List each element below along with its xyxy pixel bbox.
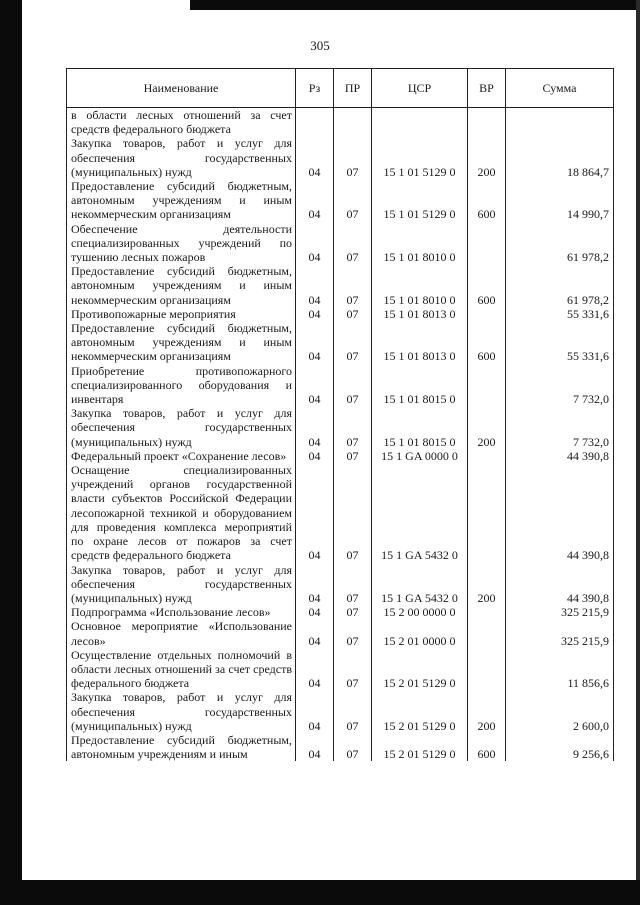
cell-vr: 200 [468,136,506,179]
cell-rz: 04 [296,690,334,733]
cell-sum: 18 864,7 [506,136,614,179]
cell-sum: 7 732,0 [506,406,614,449]
cell-csr: 15 2 01 0000 0 [372,619,468,647]
cell-name: Обеспечение деятельности специализированных учреждений по тушению лесных пожаров [67,222,296,265]
table-row [67,307,614,321]
cell-csr: 15 1 GA 5432 0 [372,563,468,606]
cell-rz: 04 [296,563,334,606]
cell-csr: 15 1 01 8013 0 [372,321,468,364]
cell-pr: 07 [334,463,372,562]
cell-vr: 600 [468,264,506,307]
cell-csr: 15 2 01 5129 0 [372,648,468,691]
cell-name: Закупка товаров, работ и услуг для обеспечения государственных (муниципальных) нужд [67,406,296,449]
cell-pr: 07 [334,690,372,733]
table-row [67,463,614,562]
scan-border-right [636,0,640,905]
cell-vr: 600 [468,179,506,222]
table-row [67,364,614,407]
table-row [67,733,614,761]
table-row [67,605,614,619]
cell-pr: 07 [334,733,372,761]
cell-csr: 15 2 00 0000 0 [372,605,468,619]
cell-pr: 07 [334,563,372,606]
cell-vr [468,605,506,619]
cell-rz: 04 [296,605,334,619]
cell-name: Закупка товаров, работ и услуг для обеспечения государственных (муниципальных) нужд [67,136,296,179]
cell-name: Предоставление субсидий бюджетным, автономным учреждениям и иным некоммерческим организациям [67,321,296,364]
cell-csr: 15 1 01 8010 0 [372,222,468,265]
cell-pr: 07 [334,406,372,449]
cell-name: Закупка товаров, работ и услуг для обеспечения государственных (муниципальных) нужд [67,690,296,733]
table-row [67,406,614,449]
cell-rz: 04 [296,136,334,179]
cell-rz: 04 [296,406,334,449]
cell-sum: 325 215,9 [506,619,614,647]
cell-sum [506,108,614,137]
cell-rz: 04 [296,619,334,647]
cell-vr [468,108,506,137]
table-header-row [67,69,614,108]
cell-vr [468,648,506,691]
cell-pr: 07 [334,364,372,407]
cell-csr: 15 1 GA 5432 0 [372,463,468,562]
cell-vr: 200 [468,563,506,606]
header-pr: ПР [334,69,372,108]
cell-rz [296,108,334,137]
cell-pr: 07 [334,619,372,647]
table-row [67,619,614,647]
cell-name: Осуществление отдельных полномочий в области лесных отношений за счет средств федерального бюджета [67,648,296,691]
table-row [67,108,614,137]
cell-csr: 15 1 01 8010 0 [372,264,468,307]
cell-csr: 15 1 01 8013 0 [372,307,468,321]
cell-rz: 04 [296,321,334,364]
header-csr: ЦСР [372,69,468,108]
budget-table-container [66,68,613,761]
cell-csr: 15 2 01 5129 0 [372,690,468,733]
table-row [67,648,614,691]
table-row [67,264,614,307]
table-row [67,563,614,606]
header-vr: ВР [468,69,506,108]
cell-rz: 04 [296,222,334,265]
table-row [67,321,614,364]
cell-vr [468,463,506,562]
scan-border-left [0,0,22,905]
cell-sum: 9 256,6 [506,733,614,761]
cell-pr: 07 [334,179,372,222]
cell-rz: 04 [296,264,334,307]
cell-name: Подпрограмма «Использование лесов» [67,605,296,619]
cell-sum: 325 215,9 [506,605,614,619]
table-row [67,136,614,179]
cell-name: Предоставление субсидий бюджетным, автономным учреждениям и иным [67,733,296,761]
cell-sum: 11 856,6 [506,648,614,691]
cell-sum: 55 331,6 [506,307,614,321]
table-row [67,179,614,222]
cell-csr: 15 1 01 5129 0 [372,179,468,222]
cell-pr: 07 [334,449,372,463]
cell-name: Закупка товаров, работ и услуг для обеспечения государственных (муниципальных) нужд [67,563,296,606]
cell-pr: 07 [334,605,372,619]
cell-sum: 61 978,2 [506,264,614,307]
cell-name: Федеральный проект «Сохранение лесов» [67,449,296,463]
cell-sum: 44 390,8 [506,563,614,606]
cell-rz: 04 [296,733,334,761]
cell-sum: 2 600,0 [506,690,614,733]
page-number: 305 [310,38,330,53]
cell-rz: 04 [296,463,334,562]
cell-vr [468,222,506,265]
table-row [67,449,614,463]
header-sum: Сумма [506,69,614,108]
cell-csr: 15 2 01 5129 0 [372,733,468,761]
cell-pr [334,108,372,137]
cell-rz: 04 [296,179,334,222]
cell-csr: 15 1 01 8015 0 [372,364,468,407]
cell-pr: 07 [334,264,372,307]
cell-sum: 44 390,8 [506,463,614,562]
budget-table [66,68,614,761]
cell-sum: 7 732,0 [506,364,614,407]
cell-vr: 600 [468,733,506,761]
cell-pr: 07 [334,648,372,691]
table-row [67,222,614,265]
cell-vr: 200 [468,406,506,449]
cell-sum: 44 390,8 [506,449,614,463]
cell-csr [372,108,468,137]
cell-rz: 04 [296,364,334,407]
cell-pr: 07 [334,222,372,265]
cell-name: в области лесных отношений за счет средств федерального бюджета [67,108,296,137]
cell-csr: 15 1 01 8015 0 [372,406,468,449]
header-name: Наименование [67,69,296,108]
cell-pr: 07 [334,321,372,364]
cell-csr: 15 1 GA 0000 0 [372,449,468,463]
cell-name: Приобретение противопожарного специализированного оборудования и инвентаря [67,364,296,407]
cell-rz: 04 [296,449,334,463]
cell-vr [468,307,506,321]
cell-name: Предоставление субсидий бюджетным, автономным учреждениям и иным некоммерческим организациям [67,264,296,307]
cell-rz: 04 [296,307,334,321]
table-row [67,690,614,733]
cell-vr [468,449,506,463]
cell-vr [468,619,506,647]
cell-rz: 04 [296,648,334,691]
cell-vr: 600 [468,321,506,364]
cell-name: Противопожарные мероприятия [67,307,296,321]
scan-border-bottom [22,880,640,905]
cell-sum: 14 990,7 [506,179,614,222]
cell-csr: 15 1 01 5129 0 [372,136,468,179]
cell-sum: 55 331,6 [506,321,614,364]
cell-name: Основное мероприятие «Использование лесов» [67,619,296,647]
cell-vr: 200 [468,690,506,733]
cell-pr: 07 [334,307,372,321]
cell-vr [468,364,506,407]
cell-sum: 61 978,2 [506,222,614,265]
header-rz: Рз [296,69,334,108]
cell-name: Оснащение специализированных учреждений органов государственной власти субъектов Российской Федерации лесопожарной техникой и оборудованием для проведения комплекса мероприятий по охране лесов от пожаров за счет средств федерального бюджета [67,463,296,562]
scan-border-top [190,0,640,10]
cell-pr: 07 [334,136,372,179]
cell-name: Предоставление субсидий бюджетным, автономным учреждениям и иным некоммерческим организациям [67,179,296,222]
